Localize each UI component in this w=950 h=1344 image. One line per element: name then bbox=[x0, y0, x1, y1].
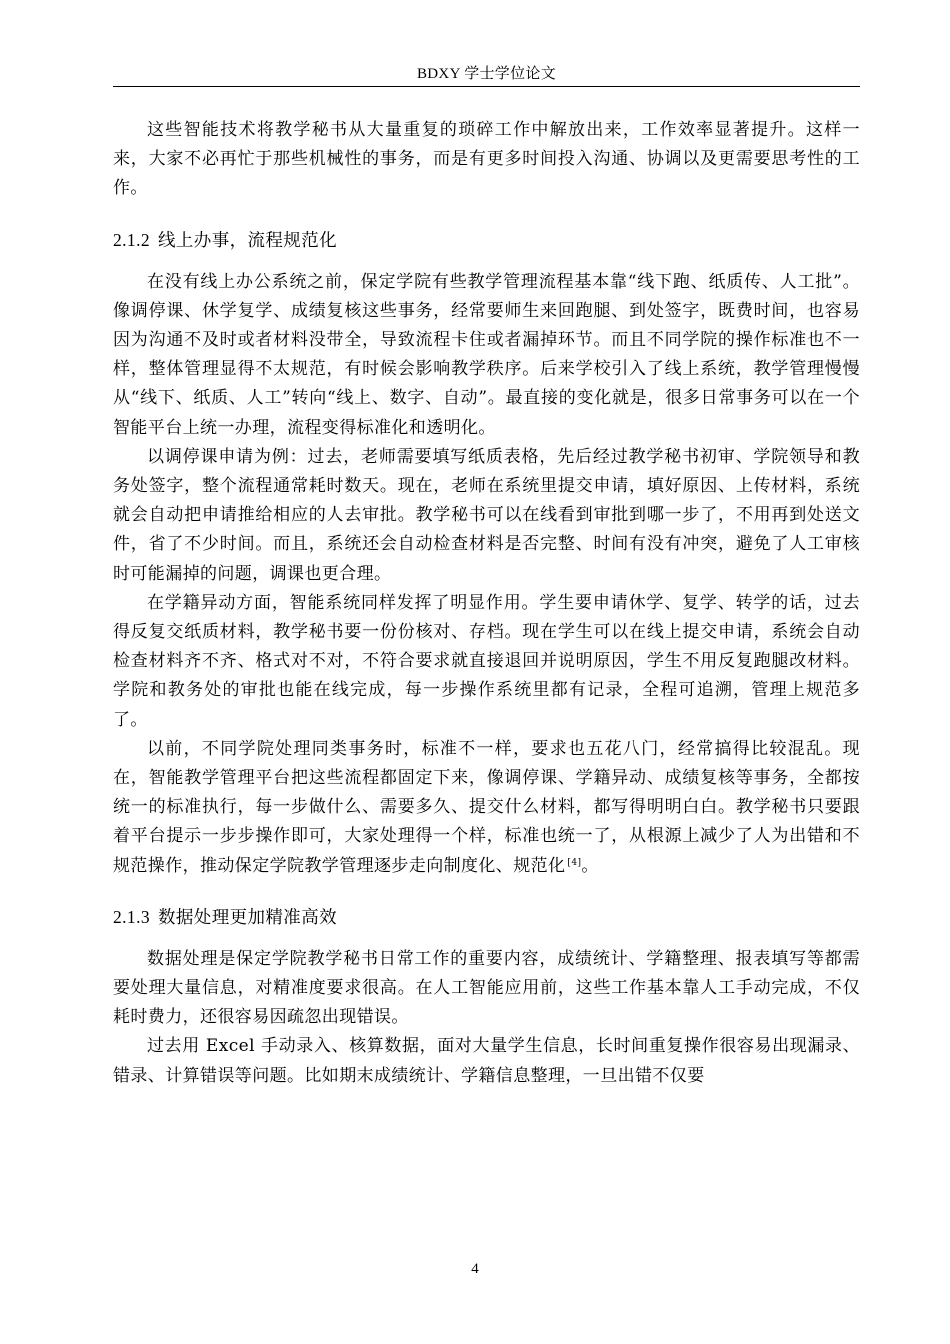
section-title: 数据处理更加精准高效 bbox=[158, 907, 337, 928]
section-heading-2-1-2 bbox=[113, 226, 860, 256]
body-text bbox=[113, 116, 860, 1091]
section-title: 线上办事，流程规范化 bbox=[158, 230, 337, 251]
paragraph-text: 以前，不同学院处理同类事务时，标准不一样，要求也五花八门，经常搞得比较混乱。现在，智能教学管理平台把这些流程都固定下来，像调停课、学籍异动、成绩复核等事务，全都按统一的标准执行，每一步做什么、需要多久、提交什么材料，都写得明明白白。教学秘书只要跟着平台提示一步步操作即可，大家处理得一个样，标准也统一了，从根源上减少了人为出错和不规范操作，推动保定学院教学管理逐步走向制度化、规范化 bbox=[113, 738, 860, 876]
paragraph-end: 。 bbox=[581, 855, 599, 876]
paragraph bbox=[113, 735, 860, 881]
section-number: 2.1.2 bbox=[113, 229, 150, 250]
paragraph: 在没有线上办公系统之前，保定学院有些教学管理流程基本靠“线下跑、纸质传、人工批”。像调停课、休学复学、成绩复核这些事务，经常要师生来回跑腿、到处签字，既费时间，也容易因为沟通不及时或者材料没带全，导致流程卡住或者漏掉环节。而且不同学院的操作标准也不一样，整体管理显得不太规范，有时候会影响教学秩序。后来学校引入了线上系统，教学管理慢慢从“线下、纸质、人工”转向“线上、数字、自动”。最直接的变化就是，很多日常事务可以在一个智能平台上统一办理，流程变得标准化和透明化。 bbox=[113, 271, 860, 438]
page-number: 4 bbox=[471, 1261, 479, 1277]
paragraph: 过去用 Excel 手动录入、核算数据，面对大量学生信息，长时间重复操作很容易出现漏录、错录、计算错误等问题。比如期末成绩统计、学籍信息整理，一旦出错不仅要 bbox=[113, 1036, 860, 1086]
paragraph: 这些智能技术将教学秘书从大量重复的琐碎工作中解放出来，工作效率显著提升。这样一来，大家不必再忙于那些机械性的事务，而是有更多时间投入沟通、协调以及更需要思考性的工作。 bbox=[113, 120, 860, 199]
header-divider bbox=[113, 86, 860, 87]
paragraph: 在学籍异动方面，智能系统同样发挥了明显作用。学生要申请休学、复学、转学的话，过去得反复交纸质材料，教学秘书要一份份核对、存档。现在学生可以在线上提交申请，系统会自动检查材料齐不齐、格式对不对，不符合要求就直接退回并说明原因，学生不用反复跑腿改材料。学院和教务处的审批也能在线完成，每一步操作系统里都有记录，全程可追溯，管理上规范多了。 bbox=[113, 592, 860, 730]
section-number: 2.1.3 bbox=[113, 906, 150, 927]
section-heading-2-1-3 bbox=[113, 903, 860, 933]
paragraph: 以调停课申请为例：过去，老师需要填写纸质表格，先后经过教学秘书初审、学院领导和教务处签字，整个流程通常耗时数天。现在，老师在系统里提交申请，填好原因、上传材料，系统就会自动把申请推给相应的人去审批。教学秘书可以在线看到审批到哪一步了，不用再到处送文件，省了不少时间。而且，系统还会自动检查材料是否完整、时间有没有冲突，避免了人工审核时可能漏掉的问题，调课也更合理。 bbox=[113, 446, 860, 584]
running-header: BDXY 学士学位论文 bbox=[417, 66, 556, 82]
citation-reference[interactable]: [4] bbox=[567, 857, 582, 868]
paragraph: 数据处理是保定学院教学秘书日常工作的重要内容，成绩统计、学籍整理、报表填写等都需要处理大量信息，对精准度要求很高。在人工智能应用前，这些工作基本靠人工手动完成，不仅耗时费力，还很容易因疏忽出现错误。 bbox=[113, 948, 860, 1028]
